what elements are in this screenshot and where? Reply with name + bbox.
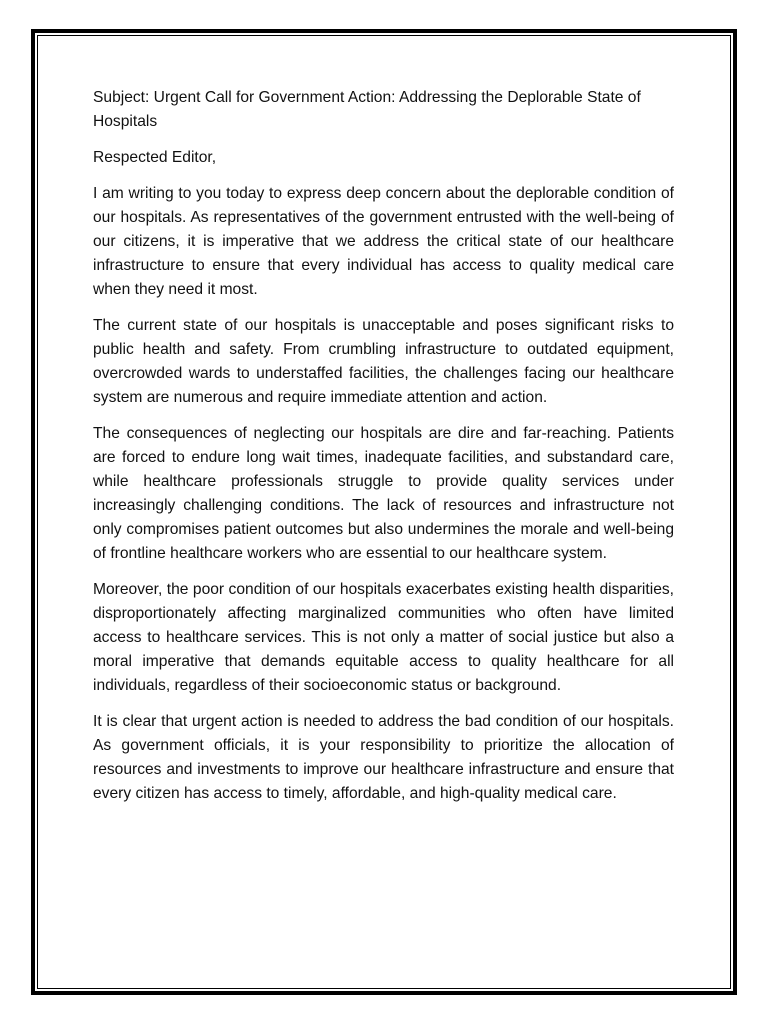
letter-paragraph-1: I am writing to you today to express deep concern about the deplorable condition of our hospitals. As representatives of the government entrusted with the well-being of our citizens, it is imperative that we address the critical state of our healthcare infrastructure to ensure that every individual has access to quality medical care when they need it most. — [93, 185, 674, 298]
letter-paragraph-5: It is clear that urgent action is needed to address the bad condition of our hospitals. As government officials, it is your responsibility to prioritize the allocation of resources and investments to improve our healthcare infrastructure and ensure that every citizen has access to timely, affordable, and high-quality medical care. — [93, 713, 674, 802]
letter-paragraph-4: Moreover, the poor condition of our hospitals exacerbates existing health disparities, disproportionately affecting marginalized communities who often have limited access to healthcare services. This is not only a matter of social justice but also a moral imperative that demands equitable access to quality healthcare for all individuals, regardless of their socioeconomic status or background. — [93, 581, 674, 694]
letter-salutation: Respected Editor, — [93, 149, 217, 166]
letter-subject: Subject: Urgent Call for Government Action: Addressing the Deplorable State of Hospitals — [93, 89, 641, 130]
letter-paragraph-2: The current state of our hospitals is unacceptable and poses significant risks to public health and safety. From crumbling infrastructure to outdated equipment, overcrowded wards to understaffed facilities, the challenges facing our healthcare system are numerous and require immediate attention and action. — [93, 317, 674, 406]
letter-paragraph-3: The consequences of neglecting our hospitals are dire and far-reaching. Patients are forced to endure long wait times, inadequate facilities, and substandard care, while healthcare professionals struggle to provide quality services under increasingly challenging conditions. The lack of resources and infrastructure not only compromises patient outcomes but also undermines the morale and well-being of frontline healthcare workers who are essential to our healthcare system. — [93, 425, 674, 562]
letter-body — [93, 86, 674, 818]
